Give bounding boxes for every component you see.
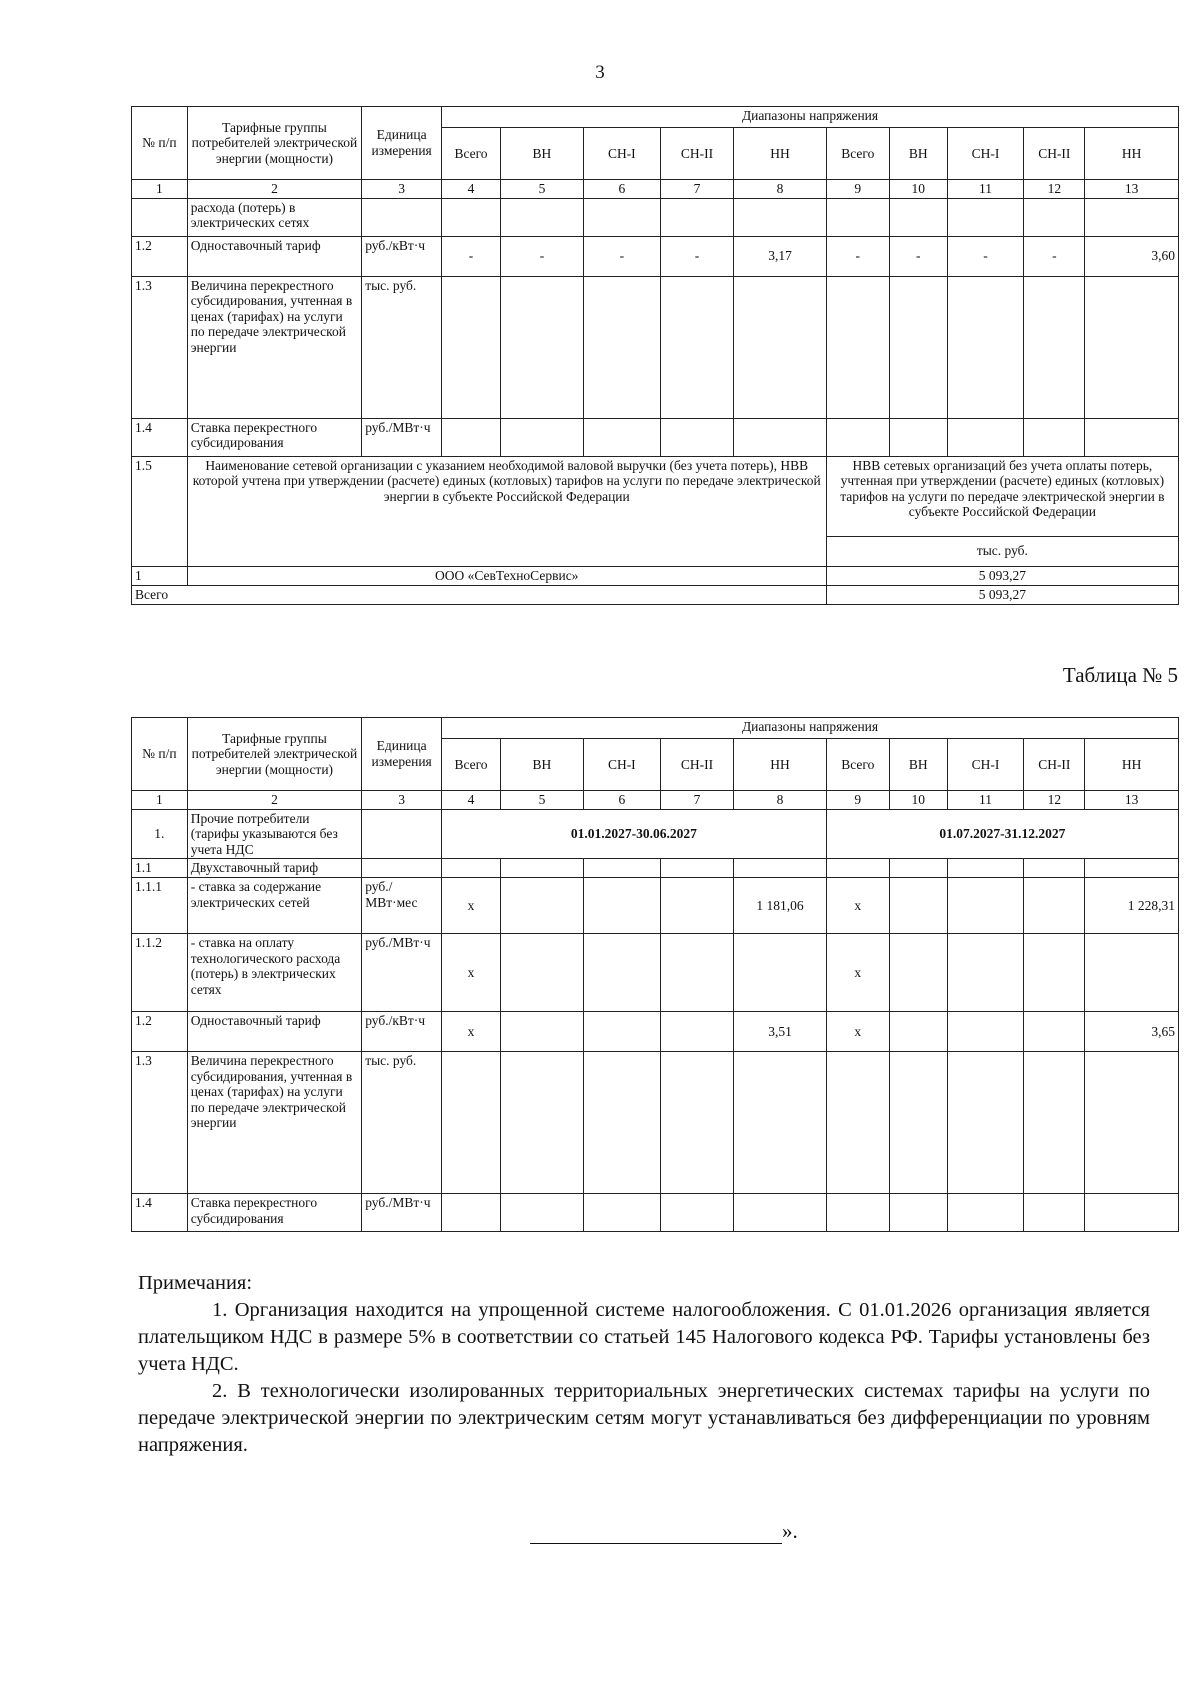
cell	[583, 1194, 660, 1232]
table-row	[132, 1052, 1179, 1194]
cell	[583, 276, 660, 418]
row-name: Ставка перекрестного субсидирования	[187, 418, 361, 456]
column-index: 11	[947, 791, 1024, 810]
cell	[734, 418, 827, 456]
cell	[889, 418, 947, 456]
cell	[660, 198, 734, 236]
cell: 3,60	[1085, 236, 1179, 276]
row-name: Величина перекрестного субсидирования, учтенная в ценах (тарифах) на услуги по передаче электрической энергии	[187, 1052, 361, 1194]
table-row	[132, 566, 1179, 585]
column-index: 4	[442, 791, 501, 810]
column-index: 8	[734, 791, 827, 810]
row-num: 1.1.2	[132, 934, 188, 1012]
cell	[583, 1012, 660, 1052]
cell	[583, 1052, 660, 1194]
cell	[947, 418, 1024, 456]
row-name: Одноставочный тариф	[187, 236, 361, 276]
tariff-table-continued	[131, 106, 1179, 605]
table-caption: Таблица № 5	[1062, 663, 1178, 687]
cell	[500, 1052, 583, 1194]
cell	[889, 198, 947, 236]
gross-revenue-unit: тыс. руб.	[826, 536, 1178, 566]
cell	[1085, 418, 1179, 456]
cell	[500, 934, 583, 1012]
network-org-value: 5 093,27	[826, 566, 1178, 585]
cell	[1024, 934, 1085, 1012]
header-col: ВН	[500, 128, 583, 180]
gross-revenue-description: НВВ сетевых организаций без учета оплаты потерь, учтенная при утверждении (расчете) единых (котловых) тарифов на услуги по передаче электрической энергии в субъекте Российской Федерации	[826, 456, 1178, 536]
row-num: 1.1.1	[132, 878, 188, 934]
column-index: 5	[500, 791, 583, 810]
table-row	[132, 878, 1179, 934]
cell	[734, 276, 827, 418]
cell	[442, 859, 501, 878]
notes-section	[138, 1270, 1150, 1459]
table-row	[132, 1194, 1179, 1232]
cell: -	[442, 236, 501, 276]
header-num: № п/п	[132, 718, 188, 791]
cell	[734, 198, 827, 236]
cell	[500, 878, 583, 934]
row-num: 1.	[132, 809, 188, 859]
cell	[1024, 276, 1085, 418]
closing-signature-line	[530, 1519, 810, 1544]
row-unit	[362, 859, 442, 878]
row-unit: тыс. руб.	[362, 1052, 442, 1194]
row-unit: руб./кВт·ч	[362, 236, 442, 276]
cell	[889, 1052, 947, 1194]
row-num: 1.4	[132, 418, 188, 456]
column-index: 4	[442, 180, 501, 199]
cell	[500, 1012, 583, 1052]
cell	[889, 934, 947, 1012]
cell	[442, 418, 501, 456]
header-col: СН-I	[947, 739, 1024, 791]
cell: 1 228,31	[1085, 878, 1179, 934]
header-col: СН-II	[1024, 739, 1085, 791]
cell	[826, 1052, 889, 1194]
cell: х	[826, 934, 889, 1012]
cell	[500, 859, 583, 878]
cell	[660, 1194, 734, 1232]
cell	[442, 1194, 501, 1232]
row-unit: тыс. руб.	[362, 276, 442, 418]
cell	[1085, 1052, 1179, 1194]
cell	[947, 1052, 1024, 1194]
row-num: 1.3	[132, 1052, 188, 1194]
header-col: Всего	[826, 128, 889, 180]
cell: -	[660, 236, 734, 276]
row-num: 1.3	[132, 276, 188, 418]
cell	[734, 1052, 827, 1194]
header-group: Тарифные группы потребителей электрической энергии (мощности)	[187, 718, 361, 791]
header-ranges: Диапазоны напряжения	[442, 718, 1179, 739]
cell	[1024, 1012, 1085, 1052]
table-row	[132, 809, 1179, 859]
cell	[1085, 276, 1179, 418]
header-ranges: Диапазоны напряжения	[442, 107, 1179, 128]
row-num: 1.2	[132, 236, 188, 276]
header-col: СН-II	[660, 739, 734, 791]
table-row	[132, 418, 1179, 456]
cell	[660, 1052, 734, 1194]
column-index: 6	[583, 791, 660, 810]
column-index: 3	[362, 791, 442, 810]
column-index: 7	[660, 791, 734, 810]
cell	[1024, 859, 1085, 878]
row-num: 1.1	[132, 859, 188, 878]
row-unit	[362, 198, 442, 236]
column-index: 6	[583, 180, 660, 199]
cell	[1085, 934, 1179, 1012]
header-col: НН	[734, 128, 827, 180]
table-row	[132, 198, 1179, 236]
row-name: Величина перекрестного субсидирования, учтенная в ценах (тарифах) на услуги по передаче электрической энергии	[187, 276, 361, 418]
cell	[583, 934, 660, 1012]
row-name: - ставка на оплату технологического расхода (потерь) в электрических сетях	[187, 934, 361, 1012]
cell: х	[442, 1012, 501, 1052]
table-row	[132, 934, 1179, 1012]
header-group: Тарифные группы потребителей электрической энергии (мощности)	[187, 107, 361, 180]
cell	[734, 934, 827, 1012]
header-col: ВН	[889, 128, 947, 180]
cell	[734, 1194, 827, 1232]
table-row	[132, 859, 1179, 878]
period-first-half: 01.01.2027-30.06.2027	[442, 809, 827, 859]
cell	[889, 276, 947, 418]
cell	[442, 276, 501, 418]
cell: 3,17	[734, 236, 827, 276]
row-num	[132, 198, 188, 236]
network-org-name: ООО «СевТехноСервис»	[187, 566, 826, 585]
row-unit: руб./кВт·ч	[362, 1012, 442, 1052]
header-col: НН	[1085, 128, 1179, 180]
column-index: 12	[1024, 791, 1085, 810]
cell	[660, 859, 734, 878]
cell: -	[583, 236, 660, 276]
cell	[442, 1052, 501, 1194]
cell	[1085, 859, 1179, 878]
cell	[826, 418, 889, 456]
row-num: 1.5	[132, 456, 188, 566]
header-col: НН	[734, 739, 827, 791]
note-item: 1. Организация находится на упрощенной системе налогообложения. С 01.01.2026 организация является плательщиком НДС в размере 5% в соответствии со статьей 145 Налогового кодекса РФ. Тарифы установлены без учета НДС.	[138, 1299, 1150, 1375]
cell	[583, 859, 660, 878]
cell	[660, 934, 734, 1012]
cell: х	[826, 1012, 889, 1052]
cell	[826, 198, 889, 236]
header-col: СН-I	[583, 128, 660, 180]
cell: -	[500, 236, 583, 276]
header-col: СН-I	[947, 128, 1024, 180]
header-col: СН-II	[660, 128, 734, 180]
row-name: Двухставочный тариф	[187, 859, 361, 878]
column-index: 10	[889, 791, 947, 810]
cell	[500, 198, 583, 236]
period-second-half: 01.07.2027-31.12.2027	[826, 809, 1178, 859]
closing-quote: ».	[782, 1519, 798, 1543]
cell	[1024, 418, 1085, 456]
cell: -	[1024, 236, 1085, 276]
row-unit: руб./МВт·ч	[362, 418, 442, 456]
cell: -	[889, 236, 947, 276]
cell	[947, 1194, 1024, 1232]
cell	[1024, 1052, 1085, 1194]
row-name: расхода (потерь) в электрических сетях	[187, 198, 361, 236]
header-col: СН-I	[583, 739, 660, 791]
row-num: 1	[132, 566, 188, 585]
column-index: 7	[660, 180, 734, 199]
notes-title: Примечания:	[138, 1272, 253, 1294]
cell	[500, 1194, 583, 1232]
row-name: Одноставочный тариф	[187, 1012, 361, 1052]
column-index: 1	[132, 180, 188, 199]
signature-underline	[530, 1523, 782, 1544]
header-col: Всего	[442, 739, 501, 791]
header-col: Всего	[826, 739, 889, 791]
cell	[947, 198, 1024, 236]
cell: х	[442, 934, 501, 1012]
column-index: 2	[187, 791, 361, 810]
cell	[947, 878, 1024, 934]
row-unit	[362, 809, 442, 859]
table-row	[132, 236, 1179, 276]
row-unit: руб./МВт·ч	[362, 1194, 442, 1232]
cell	[889, 1194, 947, 1232]
cell: 3,51	[734, 1012, 827, 1052]
cell	[1085, 1194, 1179, 1232]
column-index: 13	[1085, 791, 1179, 810]
header-unit: Единица измерения	[362, 107, 442, 180]
cell	[1024, 878, 1085, 934]
cell	[734, 859, 827, 878]
column-index: 5	[500, 180, 583, 199]
note-item: 2. В технологически изолированных территориальных энергетических системах тарифы на услуги по передаче электрической энергии по электрическим сетям могут устанавливаться без дифференциации по уровням напряжения.	[138, 1380, 1150, 1456]
column-index: 1	[132, 791, 188, 810]
cell: 3,65	[1085, 1012, 1179, 1052]
total-value: 5 093,27	[826, 585, 1178, 604]
header-col: СН-II	[1024, 128, 1085, 180]
cell: 1 181,06	[734, 878, 827, 934]
table-row	[132, 456, 1179, 536]
cell	[947, 276, 1024, 418]
cell	[947, 1012, 1024, 1052]
column-index: 10	[889, 180, 947, 199]
cell: х	[442, 878, 501, 934]
cell: -	[947, 236, 1024, 276]
row-name: Прочие потребители (тарифы указываются без учета НДС	[187, 809, 361, 859]
cell	[660, 878, 734, 934]
network-org-description: Наименование сетевой организации с указанием необходимой валовой выручки (без учета потерь), НВВ которой учтена при утверждении (расчете) единых (котловых) тарифов на услуги по передаче электрической энергии в субъекте Российской Федерации	[187, 456, 826, 566]
column-index: 13	[1085, 180, 1179, 199]
cell	[826, 1194, 889, 1232]
cell: х	[826, 878, 889, 934]
column-index: 11	[947, 180, 1024, 199]
cell	[500, 418, 583, 456]
cell	[826, 276, 889, 418]
row-num: 1.2	[132, 1012, 188, 1052]
cell	[660, 276, 734, 418]
table-row	[132, 585, 1179, 604]
header-unit: Единица измерения	[362, 718, 442, 791]
cell	[442, 198, 501, 236]
cell	[660, 418, 734, 456]
cell: -	[826, 236, 889, 276]
cell	[583, 418, 660, 456]
header-num: № п/п	[132, 107, 188, 180]
tariff-table-5	[131, 717, 1179, 1232]
cell	[947, 859, 1024, 878]
header-col: ВН	[889, 739, 947, 791]
cell	[500, 276, 583, 418]
cell	[583, 878, 660, 934]
column-index: 9	[826, 180, 889, 199]
cell	[660, 1012, 734, 1052]
cell	[889, 859, 947, 878]
cell	[1024, 1194, 1085, 1232]
column-index: 2	[187, 180, 361, 199]
row-name: - ставка за содержание электрических сетей	[187, 878, 361, 934]
cell	[947, 934, 1024, 1012]
table-row	[132, 276, 1179, 418]
row-unit: руб./МВт·мес	[362, 878, 442, 934]
cell	[826, 859, 889, 878]
cell	[889, 878, 947, 934]
cell	[583, 198, 660, 236]
cell	[1024, 198, 1085, 236]
row-unit: руб./МВт·ч	[362, 934, 442, 1012]
row-name: Ставка перекрестного субсидирования	[187, 1194, 361, 1232]
header-col: ВН	[500, 739, 583, 791]
total-label: Всего	[132, 585, 827, 604]
table-row	[132, 1012, 1179, 1052]
cell	[1085, 198, 1179, 236]
page-number: 3	[595, 62, 605, 83]
column-index: 12	[1024, 180, 1085, 199]
header-col: НН	[1085, 739, 1179, 791]
column-index: 9	[826, 791, 889, 810]
column-index: 8	[734, 180, 827, 199]
row-num: 1.4	[132, 1194, 188, 1232]
column-index: 3	[362, 180, 442, 199]
header-col: Всего	[442, 128, 501, 180]
cell	[889, 1012, 947, 1052]
